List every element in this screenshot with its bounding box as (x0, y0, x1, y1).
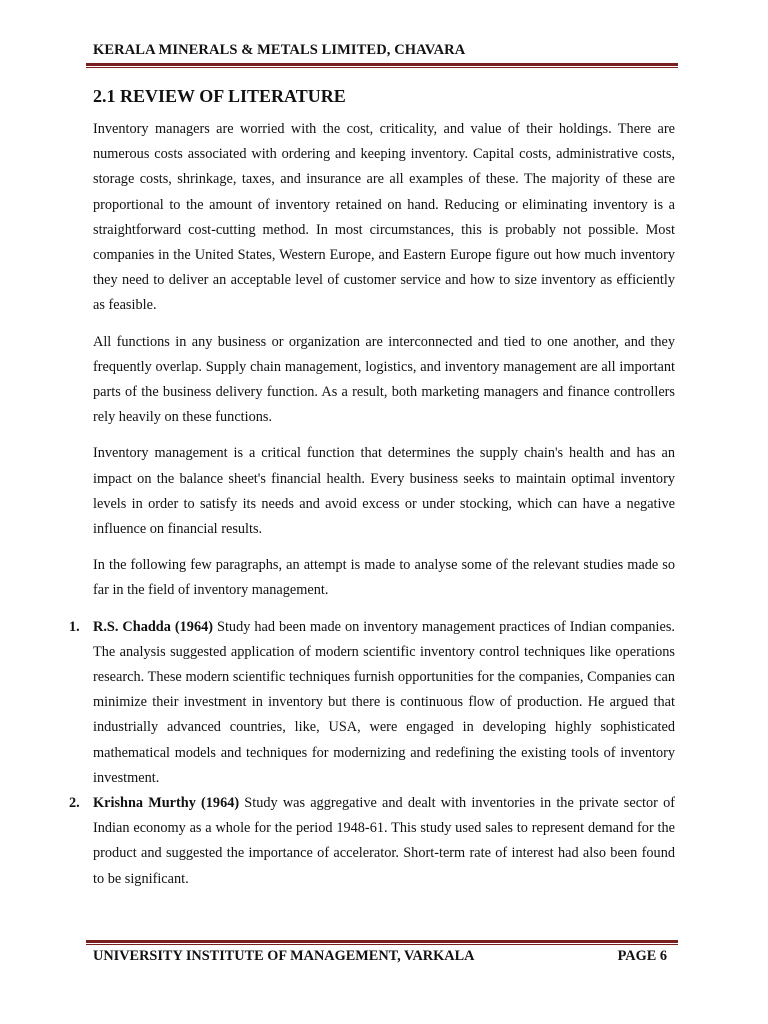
page-header: KERALA MINERALS & METALS LIMITED, CHAVARA (93, 42, 466, 58)
study-text: Study was aggregative and dealt with inventories in the private sector of Indian economy as a whole for the period 1948-61. This study used sales to represent demand for the product and suggested the importance of accelerator. Short-term rate of interest had also been found to be significant. (93, 795, 675, 887)
paragraph: All functions in any business or organization are interconnected and tied to one another, and they frequently overlap. Supply chain management, logistics, and inventory management are all important parts of the business delivery function. As a result, both marketing managers and finance controllers rely heavily on these functions. (93, 333, 675, 426)
study-author: R.S. Chadda (1964) (93, 618, 214, 635)
study-author: Krishna Murthy (1964) (93, 795, 240, 812)
list-item-number: 1. (69, 618, 80, 635)
list-item-number: 2. (69, 795, 80, 812)
document-body (69, 117, 675, 892)
list-item (69, 615, 675, 791)
paragraph: In the following few paragraphs, an attempt is made to analyse some of the relevant studies made so far in the field of inventory management. (93, 557, 675, 599)
paragraph: Inventory management is a critical function that determines the supply chain's health and has an impact on the balance sheet's financial health. Every business seeks to maintain optimal inventory levels in order to satisfy its needs and avoid excess or under stocking, which can have a negative influence on financial results. (93, 445, 675, 538)
page-number: PAGE 6 (617, 948, 667, 964)
studies-list (69, 615, 675, 892)
paragraph: Inventory managers are worried with the cost, criticality, and value of their holdings. There are numerous costs associated with ordering and keeping inventory. Capital costs, administrative costs, storage costs, shrinkage, taxes, and insurance are all examples of these. The majority of these are proportional to the amount of inventory retained on hand. Reducing or eliminating inventory is a straightforward cost-cutting method. In most circumstances, this is probably not possible. Most companies in the United States, Western Europe, and Eastern Europe figure out how much inventory they need to deliver an acceptable level of customer service and how to size inventory as efficiently as feasible. (93, 121, 675, 314)
study-text: Study had been made on inventory management practices of Indian companies. The analysis suggested application of modern scientific inventory control techniques like operations research. These modern scientific techniques furnish opportunities for the companies, Companies can minimize their investment in inventory but there is continuous flow of production. He argued that industrially advanced countries, like, USA, were engaged in developing highly sophisticated mathematical models and techniques for modernizing and redefining the existing tools of inventory investment. (93, 618, 675, 786)
footer-institution: UNIVERSITY INSTITUTE OF MANAGEMENT, VARKALA (93, 948, 475, 964)
list-item (69, 791, 675, 892)
footer-rule (86, 940, 678, 945)
section-title: 2.1 REVIEW OF LITERATURE (93, 86, 346, 106)
header-rule (86, 63, 678, 68)
